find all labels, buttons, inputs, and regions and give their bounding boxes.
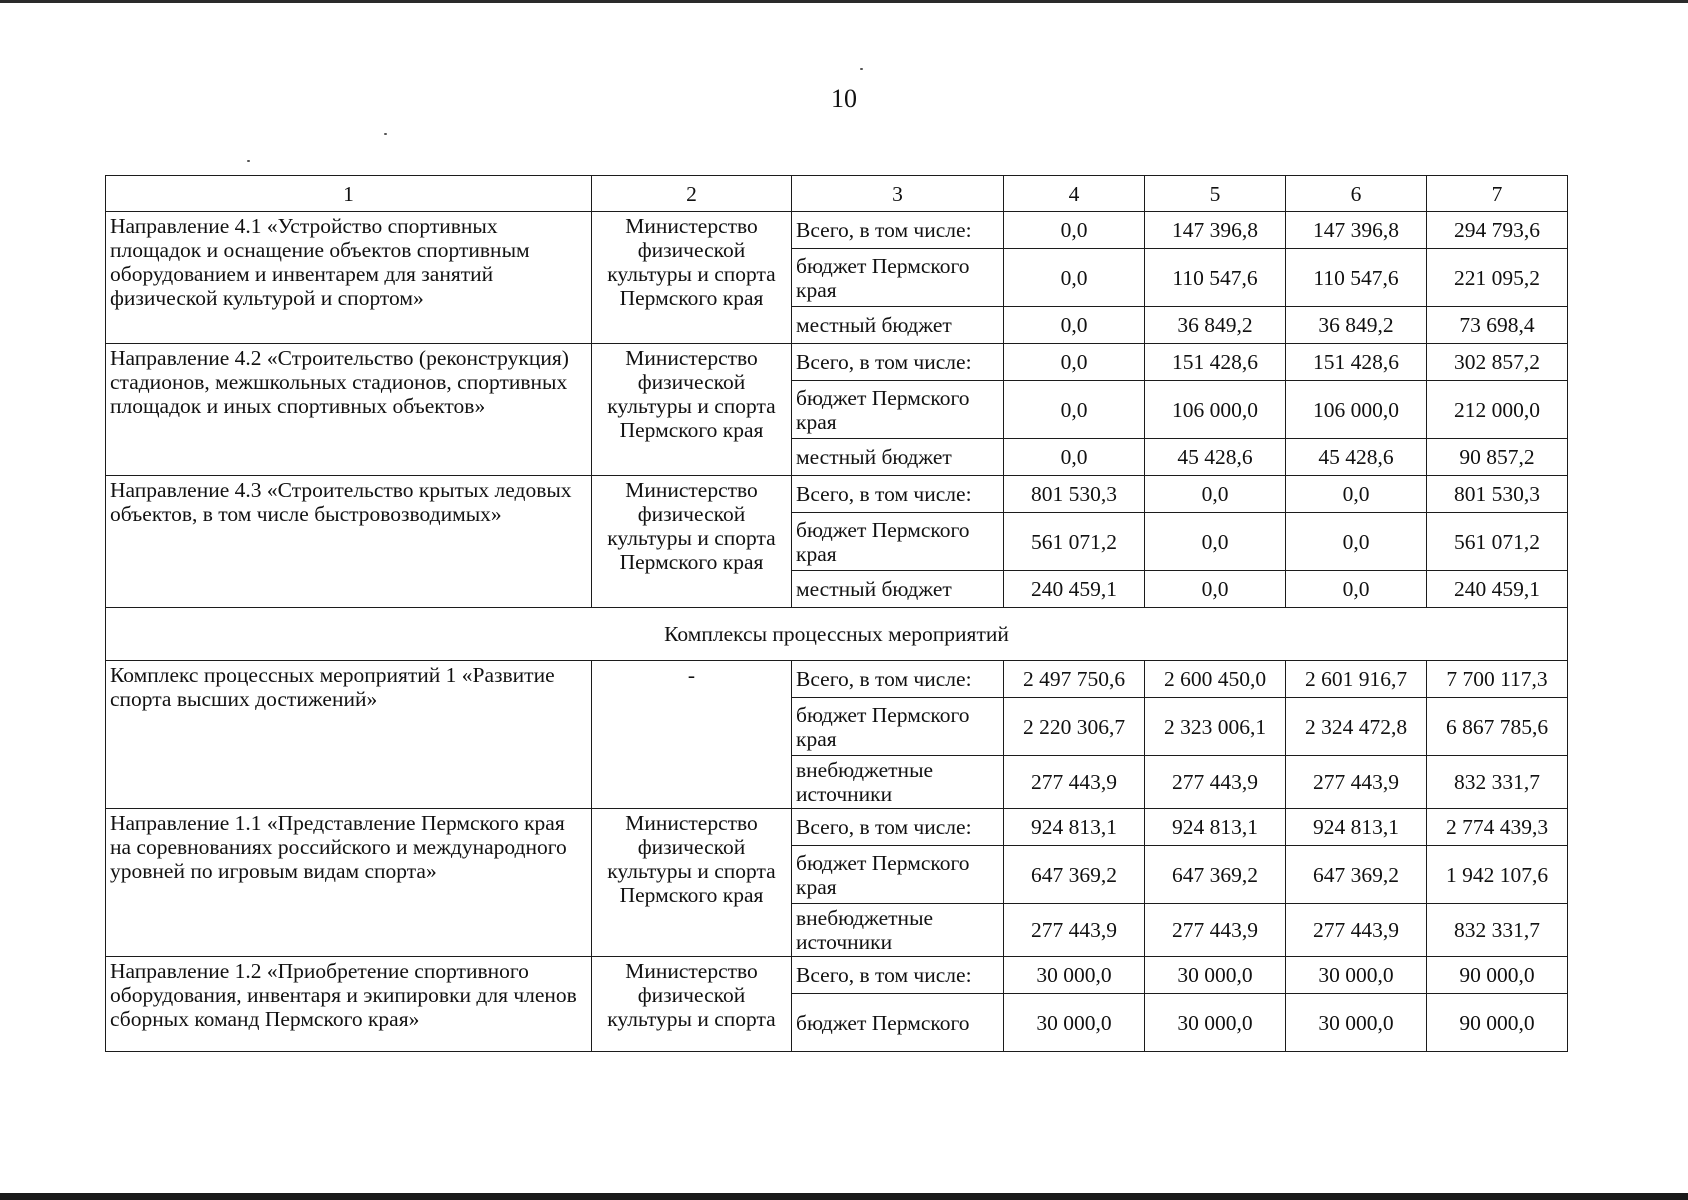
funding-source: Всего, в том числе: [792, 661, 1004, 698]
amount-v7: 7 700 117,3 [1427, 661, 1568, 698]
table-body-bottom [106, 661, 1568, 1052]
amount-v7: 302 857,2 [1427, 344, 1568, 381]
amount-v6: 924 813,1 [1286, 809, 1427, 846]
scan-speck [247, 160, 250, 162]
amount-v7: 221 095,2 [1427, 249, 1568, 307]
column-number: 1 [106, 176, 592, 212]
funding-source: бюджет Пермского [792, 994, 1004, 1052]
direction-name: Направление 1.2 «Приобретение спортивного оборудования, инвентаря и экипировки для членов сборных команд Пермского края» [106, 957, 592, 1052]
amount-v6: 147 396,8 [1286, 212, 1427, 249]
direction-total-row [106, 212, 1568, 249]
funding-source: Всего, в том числе: [792, 212, 1004, 249]
executor-name: Министерство физической культуры и спорта Пермского края [592, 476, 792, 608]
amount-v5: 30 000,0 [1145, 957, 1286, 994]
amount-v6: 30 000,0 [1286, 957, 1427, 994]
amount-v4: 0,0 [1004, 381, 1145, 439]
funding-source: бюджет Пермского края [792, 698, 1004, 756]
column-number: 3 [792, 176, 1004, 212]
funding-source: местный бюджет [792, 307, 1004, 344]
amount-v5: 30 000,0 [1145, 994, 1286, 1052]
amount-v4: 30 000,0 [1004, 957, 1145, 994]
scan-edge-bottom [0, 1193, 1688, 1200]
column-number: 2 [592, 176, 792, 212]
amount-v6: 2 324 472,8 [1286, 698, 1427, 756]
scan-speck [384, 133, 387, 135]
amount-v7: 294 793,6 [1427, 212, 1568, 249]
scan-speck [860, 68, 863, 70]
funding-source: бюджет Пермского края [792, 846, 1004, 904]
amount-v5: 2 600 450,0 [1145, 661, 1286, 698]
amount-v4: 277 443,9 [1004, 904, 1145, 957]
funding-source: Всего, в том числе: [792, 476, 1004, 513]
amount-v7: 90 857,2 [1427, 439, 1568, 476]
amount-v6: 647 369,2 [1286, 846, 1427, 904]
amount-v4: 647 369,2 [1004, 846, 1145, 904]
amount-v5: 36 849,2 [1145, 307, 1286, 344]
amount-v6: 45 428,6 [1286, 439, 1427, 476]
funding-source: Всего, в том числе: [792, 344, 1004, 381]
section-row-group [106, 608, 1568, 661]
amount-v5: 0,0 [1145, 476, 1286, 513]
amount-v5: 45 428,6 [1145, 439, 1286, 476]
column-number: 7 [1427, 176, 1568, 212]
amount-v5: 2 323 006,1 [1145, 698, 1286, 756]
amount-v4: 0,0 [1004, 344, 1145, 381]
direction-total-row [106, 957, 1568, 994]
amount-v5: 277 443,9 [1145, 904, 1286, 957]
funding-source: внебюджетные источники [792, 904, 1004, 957]
amount-v6: 277 443,9 [1286, 756, 1427, 809]
amount-v6: 0,0 [1286, 571, 1427, 608]
amount-v5: 277 443,9 [1145, 756, 1286, 809]
amount-v6: 151 428,6 [1286, 344, 1427, 381]
amount-v7: 6 867 785,6 [1427, 698, 1568, 756]
column-number-row [106, 176, 1568, 212]
executor-name: Министерство физической культуры и спорта Пермского края [592, 212, 792, 344]
amount-v4: 924 813,1 [1004, 809, 1145, 846]
page-number: 10 [831, 84, 857, 113]
amount-v6: 106 000,0 [1286, 381, 1427, 439]
table-body-top [106, 176, 1568, 608]
amount-v7: 832 331,7 [1427, 756, 1568, 809]
amount-v7: 90 000,0 [1427, 994, 1568, 1052]
amount-v6: 2 601 916,7 [1286, 661, 1427, 698]
scan-edge-top [0, 0, 1688, 3]
executor-name: Министерство физической культуры и спорта [592, 957, 792, 1052]
executor-name: - [592, 661, 792, 809]
funding-source: бюджет Пермского края [792, 513, 1004, 571]
amount-v4: 277 443,9 [1004, 756, 1145, 809]
amount-v4: 0,0 [1004, 307, 1145, 344]
executor-name: Министерство физической культуры и спорта Пермского края [592, 809, 792, 957]
amount-v6: 36 849,2 [1286, 307, 1427, 344]
funding-source: местный бюджет [792, 439, 1004, 476]
funding-source: местный бюджет [792, 571, 1004, 608]
direction-total-row [106, 809, 1568, 846]
direction-total-row [106, 661, 1568, 698]
amount-v5: 647 369,2 [1145, 846, 1286, 904]
direction-name: Направление 4.3 «Строительство крытых ледовых объектов, в том числе быстровозводимых» [106, 476, 592, 608]
amount-v4: 801 530,3 [1004, 476, 1145, 513]
direction-name: Направление 4.2 «Строительство (реконструкция) стадионов, межшкольных стадионов, спортивных площадок и иных спортивных объектов» [106, 344, 592, 476]
direction-name: Направление 4.1 «Устройство спортивных площадок и оснащение объектов спортивным оборудованием и инвентарем для занятий физической культурой и спортом» [106, 212, 592, 344]
amount-v7: 561 071,2 [1427, 513, 1568, 571]
amount-v7: 801 530,3 [1427, 476, 1568, 513]
funding-source: Всего, в том числе: [792, 809, 1004, 846]
amount-v4: 30 000,0 [1004, 994, 1145, 1052]
executor-name: Министерство физической культуры и спорта Пермского края [592, 344, 792, 476]
funding-source: внебюджетные источники [792, 756, 1004, 809]
amount-v7: 2 774 439,3 [1427, 809, 1568, 846]
direction-name: Комплекс процессных мероприятий 1 «Развитие спорта высших достижений» [106, 661, 592, 809]
amount-v6: 0,0 [1286, 513, 1427, 571]
amount-v4: 2 220 306,7 [1004, 698, 1145, 756]
amount-v4: 0,0 [1004, 249, 1145, 307]
direction-total-row [106, 476, 1568, 513]
amount-v6: 277 443,9 [1286, 904, 1427, 957]
amount-v5: 106 000,0 [1145, 381, 1286, 439]
amount-v6: 0,0 [1286, 476, 1427, 513]
amount-v5: 0,0 [1145, 513, 1286, 571]
amount-v5: 147 396,8 [1145, 212, 1286, 249]
funding-source: Всего, в том числе: [792, 957, 1004, 994]
direction-name: Направление 1.1 «Представление Пермского края на соревнованиях российского и международного уровней по игровым видам спорта» [106, 809, 592, 957]
amount-v5: 151 428,6 [1145, 344, 1286, 381]
column-number: 5 [1145, 176, 1286, 212]
amount-v4: 240 459,1 [1004, 571, 1145, 608]
amount-v5: 0,0 [1145, 571, 1286, 608]
amount-v4: 2 497 750,6 [1004, 661, 1145, 698]
amount-v7: 832 331,7 [1427, 904, 1568, 957]
amount-v6: 30 000,0 [1286, 994, 1427, 1052]
amount-v7: 240 459,1 [1427, 571, 1568, 608]
amount-v6: 110 547,6 [1286, 249, 1427, 307]
amount-v4: 0,0 [1004, 439, 1145, 476]
amount-v4: 561 071,2 [1004, 513, 1145, 571]
amount-v7: 73 698,4 [1427, 307, 1568, 344]
amount-v7: 90 000,0 [1427, 957, 1568, 994]
section-header-row [106, 608, 1568, 661]
direction-total-row [106, 344, 1568, 381]
amount-v4: 0,0 [1004, 212, 1145, 249]
column-number: 6 [1286, 176, 1427, 212]
amount-v5: 924 813,1 [1145, 809, 1286, 846]
amount-v7: 1 942 107,6 [1427, 846, 1568, 904]
amount-v5: 110 547,6 [1145, 249, 1286, 307]
funding-source: бюджет Пермского края [792, 381, 1004, 439]
funding-source: бюджет Пермского края [792, 249, 1004, 307]
column-number: 4 [1004, 176, 1145, 212]
budget-table [105, 175, 1568, 1052]
amount-v7: 212 000,0 [1427, 381, 1568, 439]
section-title: Комплексы процессных мероприятий [106, 608, 1568, 661]
